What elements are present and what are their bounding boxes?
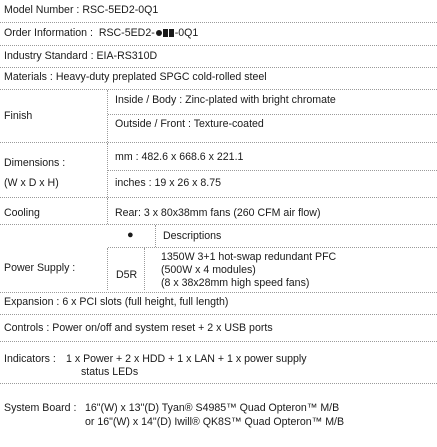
order-information-value: RSC-5ED2- -0Q1 (98, 27, 199, 39)
materials-value: Heavy-duty preplated SPGC cold-rolled steel (55, 71, 267, 83)
column-divider (144, 248, 145, 290)
model-number-row (4, 4, 158, 17)
system-board-label: System Board : (4, 402, 77, 414)
divider (108, 170, 437, 171)
cooling-rear-value: 3 x 80x38mm fans (260 CFM air flow) (143, 207, 321, 219)
model-number-label: Model Number : (4, 4, 80, 16)
order-information-label: Order Information : (4, 27, 93, 39)
divider (0, 292, 437, 293)
expansion-row (4, 296, 228, 309)
materials-row (4, 71, 267, 84)
dimensions-inches-label: inches : (115, 177, 152, 189)
finish-inside-label: Inside / Body : (115, 94, 183, 106)
divider (0, 142, 437, 143)
finish-outside-value: Texture-coated (193, 118, 264, 130)
cooling-rear-row (115, 207, 320, 220)
expansion-value: 6 x PCI slots (full height, full length) (62, 296, 229, 308)
divider (0, 197, 437, 198)
option-block-icon (163, 29, 168, 37)
divider (0, 67, 437, 68)
finish-inside-row (115, 94, 336, 107)
column-divider (107, 248, 108, 290)
divider (0, 383, 437, 384)
divider (0, 341, 437, 342)
controls-label: Controls : (4, 322, 50, 334)
power-supply-label: Power Supply : (4, 262, 76, 274)
dimensions-sublabel: (W x D x H) (4, 177, 59, 189)
power-supply-code: D5R (116, 269, 138, 281)
controls-value: Power on/off and system reset + 2 x USB ports (52, 322, 273, 334)
dimensions-mm-value: 482.6 x 668.6 x 221.1 (141, 151, 244, 163)
power-supply-desc-line1: 1350W 3+1 hot-swap redundant PFC (161, 251, 337, 263)
system-board-line2: or 16"(W) x 14"(D) Iwill® QK8S™ Quad Opteron™ M/B (85, 416, 345, 428)
controls-row (4, 322, 273, 335)
indicators-value-line2: status LEDs (81, 366, 139, 378)
dimensions-inches-row (115, 177, 221, 190)
divider (0, 22, 437, 23)
power-supply-desc-line2: (500W x 4 modules) (161, 264, 256, 276)
divider (108, 247, 437, 248)
divider (0, 89, 437, 90)
model-number-value: RSC-5ED2-0Q1 (82, 4, 159, 16)
order-information-row (4, 27, 198, 40)
system-board-line1: 16"(W) x 13"(D) Tyan® S4985™ Quad Opteron™ M/B (85, 402, 340, 414)
divider (0, 224, 437, 225)
finish-inside-value: Zinc-plated with bright chromate (185, 94, 336, 106)
expansion-label: Expansion : (4, 296, 60, 308)
industry-standard-label: Industry Standard : (4, 50, 94, 62)
industry-standard-row (4, 50, 157, 63)
column-divider (107, 90, 108, 142)
indicators-value-line1: 1 x Power + 2 x HDD + 1 x LAN + 1 x power supply (66, 353, 307, 365)
option-block-icon (169, 29, 174, 37)
column-divider (155, 225, 156, 247)
cooling-label: Cooling (4, 207, 40, 219)
divider (0, 314, 437, 315)
cooling-rear-label: Rear: (115, 207, 141, 219)
power-supply-desc-line3: (8 x 38x28mm high speed fans) (161, 277, 310, 289)
indicators-label: Indicators : (4, 353, 56, 365)
dimensions-label: Dimensions : (4, 157, 66, 169)
divider (108, 114, 437, 115)
industry-standard-value: EIA-RS310D (96, 50, 158, 62)
finish-outside-label: Outside / Front : (115, 118, 191, 130)
dimensions-mm-label: mm : (115, 151, 139, 163)
option-dot-icon (156, 30, 162, 36)
dimensions-mm-row (115, 151, 243, 164)
finish-label: Finish (4, 110, 33, 122)
materials-label: Materials : (4, 71, 53, 83)
finish-outside-row (115, 118, 264, 131)
power-descriptions-header: Descriptions (163, 230, 222, 242)
power-code-header-bullet: ● (127, 229, 134, 241)
divider (0, 45, 437, 46)
column-divider (107, 198, 108, 224)
dimensions-inches-value: 19 x 26 x 8.75 (154, 177, 222, 189)
